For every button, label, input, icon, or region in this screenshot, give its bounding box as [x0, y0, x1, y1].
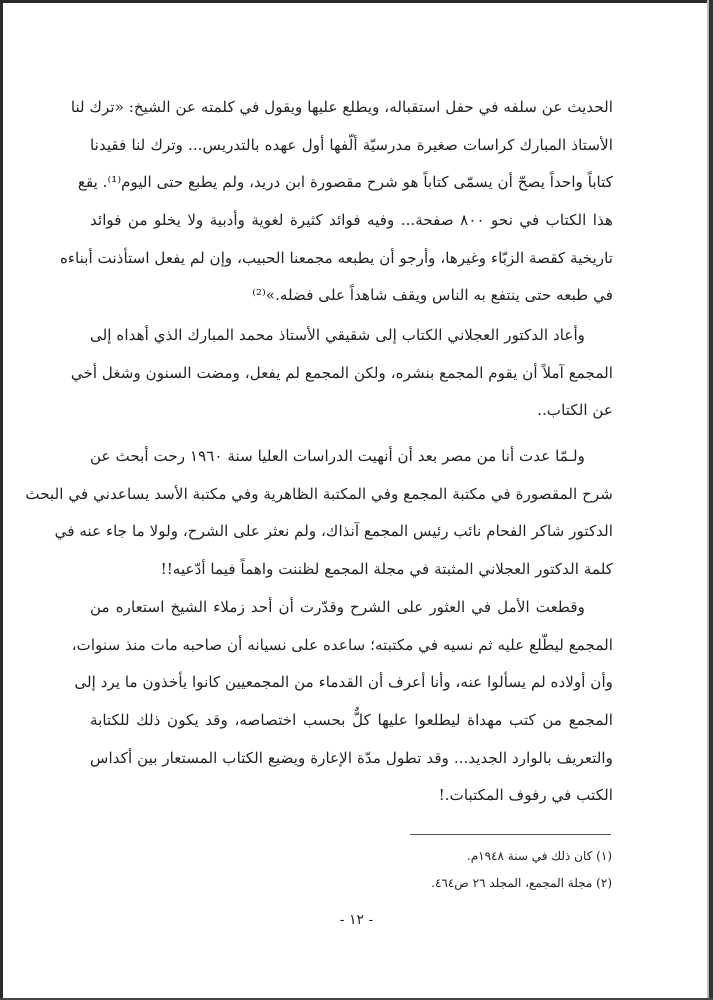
- text-line: شرح المقصورة في مكتبة المجمع وفي المكتبة الظاهرية وفي مكتبة الأسد يساعدني في البحث: [25, 484, 613, 503]
- text-line: والتعريف بالوارد الجديد... وقد تطول مدّة الإعارة ويضيع الكتاب المستعار بين أكداس: [90, 748, 613, 767]
- text-line: المجمع من كتب مهداة ليطلعوا عليها كلٌّ بحسب اختصاصه، وقد يكون ذلك للكتابة: [90, 711, 613, 730]
- footnote-separator: [410, 834, 611, 835]
- paragraph-1: [59, 89, 613, 315]
- footnote-1: (١) كان ذلك في سنة ١٩٤٨م.: [466, 849, 612, 863]
- text-line: وقطعت الأمل في العثور على الشرح وقدّرت أن أحد زملاء الشيخ استعاره من: [90, 598, 585, 616]
- text-line: في طبعه حتى ينتفع به الناس ويقف شاهداً على فضله.»⁽²⁾: [252, 286, 613, 305]
- text-line: الكتب في رفوف المكتبات.!: [438, 786, 613, 805]
- text-line: المجمع آملاً أن يقوم المجمع بنشره، ولكن المجمع لم يفعل، ومضت السنون وشغل أخي: [70, 363, 613, 382]
- text-line: المجمع ليطّلع عليه ثم نسيه في مكتبته؛ ساعده على نسيانه أن صاحبه مات منذ سنوات،: [71, 635, 613, 654]
- paragraph-4: [71, 589, 613, 815]
- text-line: تاريخية كقصة الزبّاء وغيرها، وأرجو أن يطبعه مجمعنا الحبيب، وإن لم يفعل استأذنت أبناءه: [59, 248, 613, 267]
- text-line: كتاباً واحداً يصحّ أن يسمّى كتاباً هو شرح مقصورة ابن دريد، ولم يطبع حتى اليوم⁽¹⁾. يقع: [77, 173, 613, 192]
- text-line: الأستاذ المبارك كراسات صغيرة مدرسيّة ألّفها أول عهده بالتدريس... وترك لنا فقيدنا: [90, 135, 613, 154]
- footnote-2: (٢) مجلة المجمع، المجلد ٢٦ ص٤٦٤.: [431, 876, 612, 890]
- text-line: الدكتور شاكر الفحام نائب رئيس المجمع آنذاك، ولم نعثر على الشرح، ولولا ما جاء عنه في: [54, 522, 613, 541]
- text-line: هذا الكتاب في نحو ٨٠٠ صفحة... وفيه فوائد كثيرة لغوية وأدبية ولا يخلو من فوائد: [90, 211, 613, 230]
- text-line: الحديث عن سلفه في حفل استقباله، ويطلع عليها ويقول في كلمته عن الشيخ: «ترك لنا: [70, 98, 613, 116]
- page-edge: [709, 0, 713, 1000]
- text-line: ولـمّا عدت أنا من مصر بعد أن أنهيت الدراسات العليا سنة ١٩٦٠ رحت أبحث عن: [90, 447, 585, 465]
- text-line: كلمة الدكتور العجلاني المثبتة في مجلة المجمع لظننت واهماً فيما أدّعيه!!: [160, 560, 613, 579]
- text-line: وأن أولاده لم يسألوا عنه، وأنا أعرف أن القدماء من المجمعيين كانوا يأخذون ما يرد إلى: [74, 673, 613, 692]
- paragraph-2: [70, 317, 613, 430]
- paragraph-3: [25, 438, 613, 589]
- text-line: عن الكتاب..: [537, 401, 613, 420]
- text-line: وأعاد الدكتور العجلاني الكتاب إلى شقيقي الأستاذ محمد المبارك الذي أهداه إلى: [90, 326, 585, 344]
- page-number: - ١٢ -: [339, 912, 374, 928]
